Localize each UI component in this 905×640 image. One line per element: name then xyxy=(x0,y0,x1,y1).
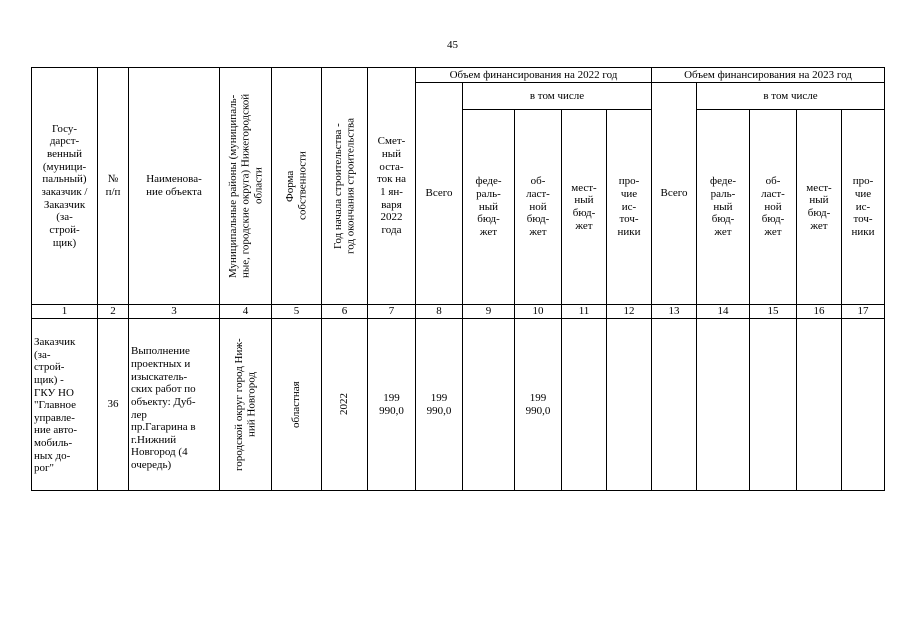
header-object-name: Наименова- ние объекта xyxy=(129,68,220,305)
column-number: 4 xyxy=(220,305,272,319)
cell-other-2023 xyxy=(842,319,885,491)
header-federal-2023: феде- раль- ный бюд- жет xyxy=(697,110,750,305)
cell-total-2023 xyxy=(652,319,697,491)
header-other-2023: про- чие ис- точ- ники xyxy=(842,110,885,305)
column-number: 10 xyxy=(515,305,562,319)
header-other-2022: про- чие ис- точ- ники xyxy=(607,110,652,305)
column-number: 11 xyxy=(562,305,607,319)
cell-other-2022 xyxy=(607,319,652,491)
column-number: 3 xyxy=(129,305,220,319)
header-municipality: Муниципальные районы (муниципаль- ные, городские округа) Нижегородской области xyxy=(226,93,264,279)
cell-federal-2022 xyxy=(463,319,515,491)
header-estimate: Смет- ный оста- ток на 1 ян- варя 2022 года xyxy=(368,68,416,305)
cell-regional-2022: 199 990,0 xyxy=(515,319,562,491)
header-local-2022: мест- ный бюд- жет xyxy=(562,110,607,305)
header-including-2022: в том числе xyxy=(463,83,652,110)
header-local-2023: мест- ный бюд- жет xyxy=(797,110,842,305)
column-number: 6 xyxy=(322,305,368,319)
header-total-2023: Всего xyxy=(652,83,697,305)
header-ownership: Форма собственности xyxy=(283,151,309,221)
header-regional-2022: об- ласт- ной бюд- жет xyxy=(515,110,562,305)
cell-customer: Заказчик (за- строй- щик) - ГКУ НО "Главное управле- ние авто- мобиль- ных до- рог" xyxy=(32,319,98,491)
header-federal-2022: феде- раль- ный бюд- жет xyxy=(463,110,515,305)
cell-years: 2022 xyxy=(338,393,351,416)
cell-regional-2023 xyxy=(750,319,797,491)
cell-num: 36 xyxy=(98,319,129,491)
financing-table xyxy=(31,67,885,491)
column-number: 16 xyxy=(797,305,842,319)
header-funding-2023: Объем финансирования на 2023 год xyxy=(652,68,885,83)
column-number: 12 xyxy=(607,305,652,319)
table-row xyxy=(32,319,885,491)
header-funding-2022: Объем финансирования на 2022 год xyxy=(416,68,652,83)
column-number: 13 xyxy=(652,305,697,319)
page-number: 45 xyxy=(447,39,458,51)
cell-local-2023 xyxy=(797,319,842,491)
header-years: Год начала строительства - год окончания строительства xyxy=(331,118,357,254)
column-number: 5 xyxy=(272,305,322,319)
header-customer: Госу- дарст- венный (муници- пальный) заказчик / Заказчик (за- строй- щик) xyxy=(32,68,98,305)
column-number: 15 xyxy=(750,305,797,319)
cell-ownership: областная xyxy=(290,381,303,428)
column-number: 2 xyxy=(98,305,129,319)
column-number: 17 xyxy=(842,305,885,319)
header-regional-2023: об- ласт- ной бюд- жет xyxy=(750,110,797,305)
header-total-2022: Всего xyxy=(416,83,463,305)
cell-estimate: 199 990,0 xyxy=(368,319,416,491)
cell-municipality: городской округ город Ниж- ний Новгород xyxy=(232,338,258,471)
header-num: № п/п xyxy=(98,68,129,305)
cell-total-2022: 199 990,0 xyxy=(416,319,463,491)
cell-federal-2023 xyxy=(697,319,750,491)
cell-local-2022 xyxy=(562,319,607,491)
cell-object-name: Выполнение проектных и изыскатель- ских работ по объекту: Дуб- лер пр.Гагарина в г.Нижний Новгород (4 очередь) xyxy=(129,319,220,491)
column-number-row xyxy=(32,305,885,319)
column-number: 14 xyxy=(697,305,750,319)
column-number: 9 xyxy=(463,305,515,319)
header-including-2023: в том числе xyxy=(697,83,885,110)
column-number: 7 xyxy=(368,305,416,319)
column-number: 8 xyxy=(416,305,463,319)
column-number: 1 xyxy=(32,305,98,319)
